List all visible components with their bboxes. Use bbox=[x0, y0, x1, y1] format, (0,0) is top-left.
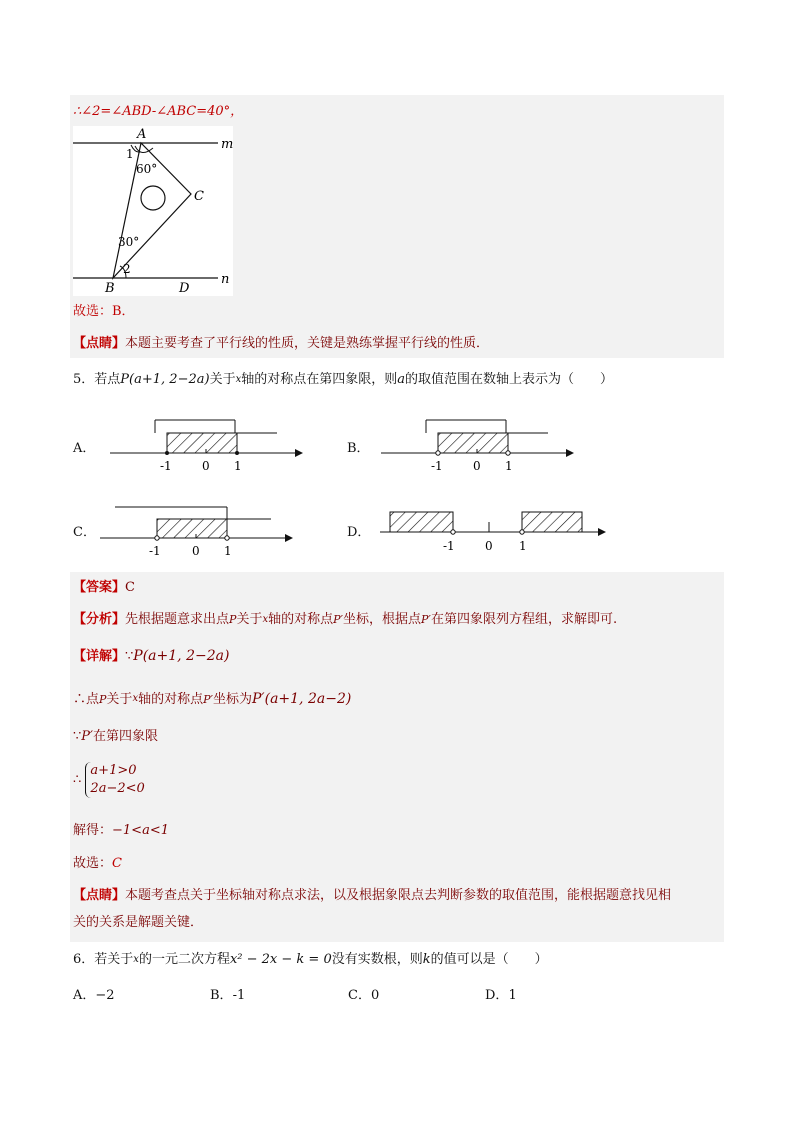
q5-number: 5． bbox=[73, 372, 95, 387]
q6-var: k bbox=[422, 952, 431, 967]
option-label: A． bbox=[73, 988, 96, 1003]
q6-var: x bbox=[133, 954, 139, 965]
tick-label: 0 bbox=[192, 544, 200, 558]
q5-stem bbox=[73, 371, 613, 389]
step-text: 关于 bbox=[106, 692, 133, 707]
q4-choice bbox=[73, 303, 135, 321]
option-label: C． bbox=[348, 988, 371, 1003]
inequality-system bbox=[85, 762, 144, 798]
detail-text: ∵ bbox=[125, 649, 134, 664]
q4-comment bbox=[73, 335, 489, 353]
analysis-tag: 【分析】 bbox=[73, 612, 126, 627]
q5-comment-cont bbox=[73, 914, 203, 932]
analysis-var: x bbox=[262, 614, 269, 625]
solve-label: 解得： bbox=[73, 823, 113, 838]
tick-label: 0 bbox=[473, 459, 481, 473]
q6-number: 6． bbox=[73, 952, 95, 967]
step-text: 轴的对称点 bbox=[138, 692, 204, 707]
step-text: 坐标为 bbox=[213, 692, 253, 707]
q5-analysis bbox=[73, 611, 617, 629]
tick-label: 1 bbox=[234, 459, 242, 473]
label-m: m bbox=[221, 137, 233, 152]
analysis-var: P bbox=[229, 613, 237, 626]
option-value: −2 bbox=[95, 988, 115, 1003]
tick-label: 0 bbox=[485, 539, 493, 553]
analysis-text: 轴的对称点 bbox=[268, 612, 334, 627]
label-30: 30° bbox=[118, 235, 140, 249]
step-var: P′ bbox=[203, 693, 213, 706]
q5-option-C-label[interactable]: C． bbox=[73, 525, 96, 540]
tick-label: -1 bbox=[160, 459, 172, 473]
q5-option-A-label[interactable]: A． bbox=[73, 441, 96, 456]
q5-detail bbox=[73, 647, 229, 666]
q5-option-C-numberline[interactable] bbox=[95, 503, 295, 561]
label-2: 2 bbox=[123, 262, 131, 276]
q5-option-D-numberline[interactable] bbox=[380, 503, 610, 561]
analysis-text: 先根据题意求出点 bbox=[125, 612, 230, 627]
comment-tag: 【点睛】 bbox=[73, 336, 126, 351]
inequality-1: a+1>0 bbox=[90, 763, 137, 778]
q5-option-D-label[interactable]: D． bbox=[347, 525, 371, 540]
q5-text-middle: 关于 bbox=[209, 372, 236, 387]
detail-tag: 【详解】 bbox=[73, 649, 126, 664]
q5-var: a bbox=[397, 372, 405, 387]
label-B: B bbox=[105, 281, 115, 296]
q5-answer bbox=[73, 579, 135, 597]
choice-value: C bbox=[112, 856, 122, 871]
label-1: 1 bbox=[126, 147, 134, 161]
tick-label: 0 bbox=[202, 459, 210, 473]
option-value: 0 bbox=[370, 988, 380, 1003]
q6-text: 若关于 bbox=[94, 952, 134, 967]
q6-option-C[interactable] bbox=[348, 984, 379, 1003]
label-C: C bbox=[194, 189, 204, 204]
q5-step3 bbox=[73, 762, 145, 798]
option-label: D． bbox=[485, 988, 509, 1003]
option-value: 1 bbox=[508, 988, 517, 1003]
q6-option-D[interactable] bbox=[485, 984, 517, 1003]
step-coord: P′(a+1, 2a−2) bbox=[252, 691, 352, 707]
tick-label: -1 bbox=[443, 539, 455, 553]
analysis-text: 在第四象限列方程组，求解即可. bbox=[430, 612, 618, 627]
q6-text: 的一元二次方程 bbox=[138, 952, 230, 967]
inequality-2: 2a−2<0 bbox=[90, 781, 145, 796]
tick-label: 1 bbox=[224, 544, 232, 558]
option-value: -1 bbox=[232, 988, 246, 1003]
q5-axis: x bbox=[235, 374, 242, 385]
analysis-var: P′ bbox=[421, 613, 431, 626]
comment-text: 本题主要考查了平行线的性质，关键是熟练掌握平行线的性质． bbox=[125, 336, 490, 351]
q5-option-B-numberline[interactable] bbox=[376, 418, 576, 476]
tick-label: 1 bbox=[505, 459, 513, 473]
q5-option-B-label[interactable]: B． bbox=[347, 441, 370, 456]
label-60: 60° bbox=[136, 162, 158, 176]
step-text: ∴ bbox=[73, 772, 82, 788]
choice-label: 故选： bbox=[73, 856, 113, 871]
q4-choice-text: 故选：B． bbox=[73, 304, 135, 319]
step-var: P′ bbox=[81, 729, 93, 744]
q6-equation: x² − 2x − k = 0 bbox=[229, 952, 332, 967]
q5-text-before: 若点 bbox=[94, 372, 121, 387]
q6-option-B[interactable] bbox=[210, 984, 245, 1003]
q5-step1 bbox=[73, 690, 351, 709]
q6-option-A[interactable] bbox=[73, 984, 115, 1003]
comment-tag: 【点睛】 bbox=[73, 888, 126, 903]
analysis-text: 坐标，根据点 bbox=[343, 612, 422, 627]
q4-conclusion bbox=[73, 103, 243, 121]
analysis-var: P′ bbox=[333, 613, 344, 626]
tick-label: -1 bbox=[431, 459, 443, 473]
comment-text: 本题考查点关于坐标轴对称点求法，以及根据象限点去判断参数的取值范围，能根据题意找见相 bbox=[125, 888, 672, 903]
q5-step2 bbox=[73, 728, 158, 746]
q5-option-A-numberline[interactable] bbox=[105, 418, 305, 476]
q5-comment bbox=[73, 887, 671, 905]
q6-text: 没有实数根，则 bbox=[331, 952, 423, 967]
step-var: P bbox=[99, 693, 107, 706]
step-var: x bbox=[132, 693, 139, 704]
q6-text: 的值可以是（ ） bbox=[430, 952, 548, 967]
label-A: A bbox=[137, 127, 147, 142]
label-D: D bbox=[179, 281, 190, 296]
q5-solve bbox=[73, 822, 169, 840]
triangle-figure bbox=[73, 126, 233, 296]
solve-result: −1<a<1 bbox=[112, 823, 169, 838]
q6-stem bbox=[73, 951, 548, 969]
q4-conclusion-text: ∴∠2=∠ABD-∠ABC=40°， bbox=[73, 104, 244, 119]
q5-text-after: 轴的对称点在第四象限，则 bbox=[241, 372, 398, 387]
step-text: ∴点 bbox=[73, 692, 100, 707]
step-text: 在第四象限 bbox=[92, 729, 158, 744]
step-text: ∵ bbox=[73, 729, 82, 744]
q5-text-end: 的取值范围在数轴上表示为（ ） bbox=[405, 372, 614, 387]
answer-tag: 【答案】 bbox=[73, 580, 126, 595]
tick-label: -1 bbox=[149, 544, 161, 558]
analysis-text: 关于 bbox=[236, 612, 263, 627]
detail-point: P(a+1, 2−2a) bbox=[133, 648, 230, 664]
q5-choice bbox=[73, 855, 122, 873]
answer-value: C bbox=[125, 580, 135, 595]
comment-text: 关的关系是解题关键． bbox=[73, 915, 204, 930]
label-n: n bbox=[221, 272, 230, 287]
q5-point: P(a+1, 2−2a) bbox=[120, 372, 210, 387]
tick-label: 1 bbox=[519, 539, 527, 553]
option-label: B． bbox=[210, 988, 233, 1003]
